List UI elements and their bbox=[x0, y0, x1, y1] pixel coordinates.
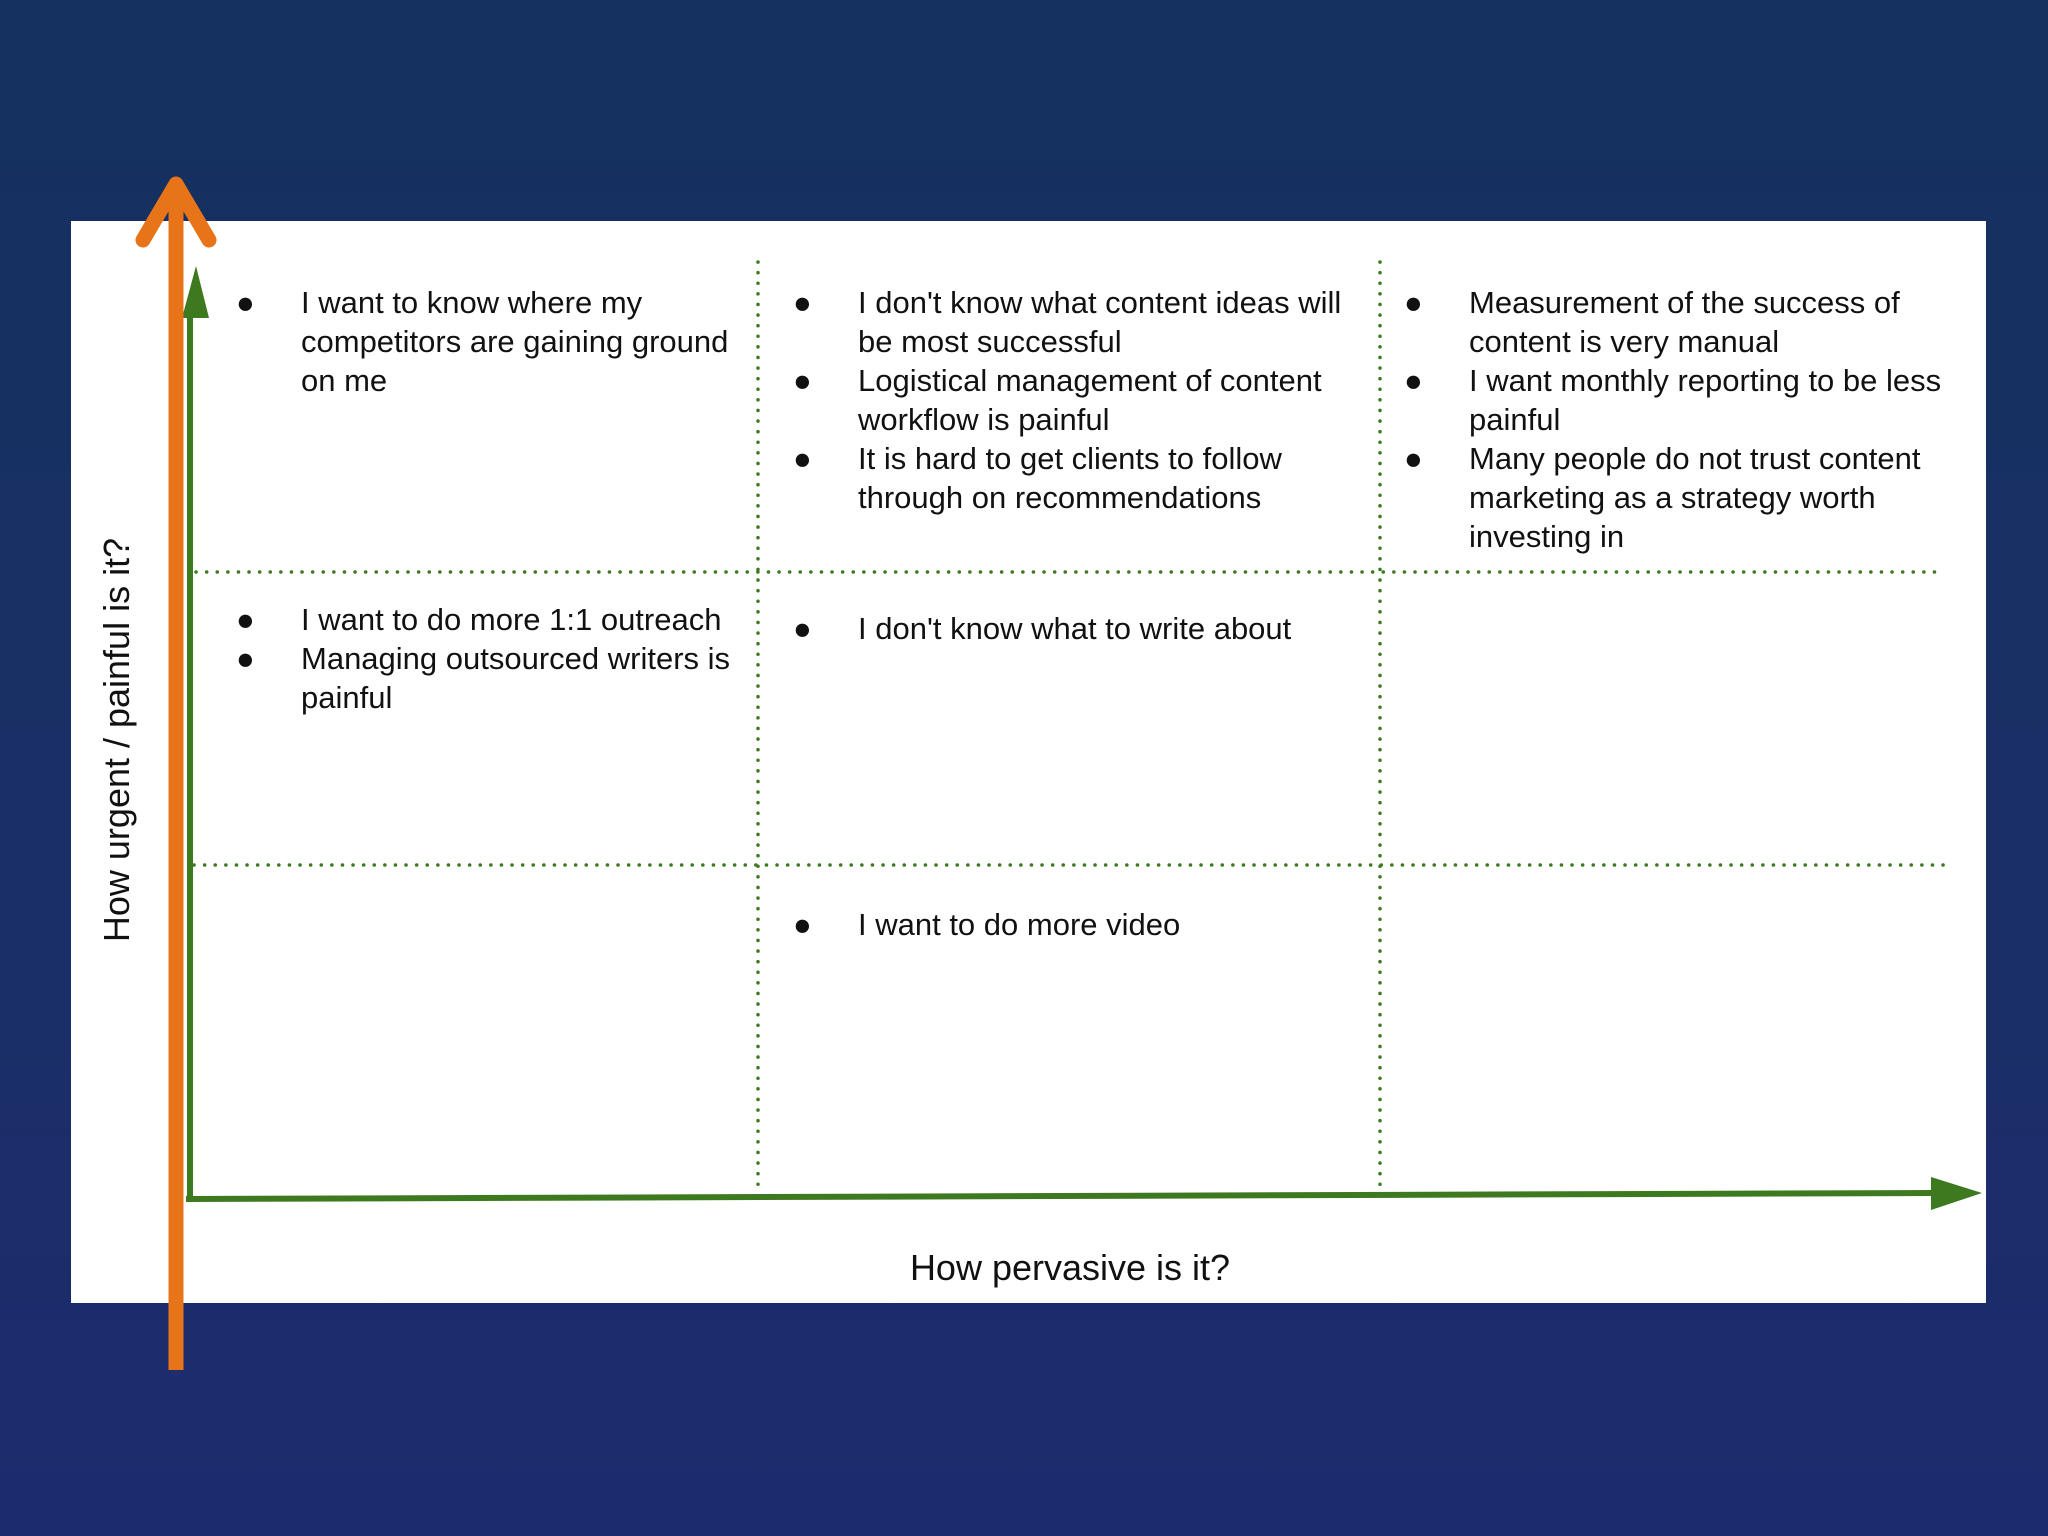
bullet-icon: ● bbox=[236, 641, 255, 676]
bullet-icon: ● bbox=[793, 907, 812, 942]
item-text: I want to do more video bbox=[858, 907, 1181, 942]
cell-middle-left-list bbox=[232, 600, 742, 717]
bullet-icon: ● bbox=[1404, 363, 1423, 398]
cell-top-right bbox=[1400, 283, 1980, 556]
item-text: Measurement of the success of content is very manual bbox=[1469, 285, 1900, 359]
cell-top-middle-list bbox=[789, 283, 1349, 517]
list-item bbox=[789, 361, 1349, 439]
cell-top-middle bbox=[789, 283, 1349, 517]
cell-top-right-list bbox=[1400, 283, 1980, 556]
list-item bbox=[1400, 361, 1980, 439]
cell-middle-middle-list bbox=[789, 609, 1349, 648]
cell-bottom-middle bbox=[789, 905, 1349, 944]
list-item bbox=[1400, 439, 1980, 556]
list-item bbox=[789, 609, 1349, 648]
bullet-icon: ● bbox=[236, 285, 255, 320]
bullet-icon: ● bbox=[236, 602, 255, 637]
bullet-icon: ● bbox=[793, 611, 812, 646]
item-text: Many people do not trust content marketing as a strategy worth investing in bbox=[1469, 441, 1921, 554]
bullet-icon: ● bbox=[1404, 285, 1423, 320]
list-item bbox=[232, 283, 742, 400]
cell-top-left-list bbox=[232, 283, 742, 400]
list-item bbox=[789, 439, 1349, 517]
item-text: I don't know what content ideas will be most successful bbox=[858, 285, 1342, 359]
bullet-icon: ● bbox=[793, 441, 812, 476]
list-item bbox=[789, 283, 1349, 361]
item-text: It is hard to get clients to follow through on recommendations bbox=[858, 441, 1282, 515]
item-text: I want to know where my competitors are gaining ground on me bbox=[301, 285, 729, 398]
y-axis-label: How urgent / painful is it? bbox=[96, 537, 137, 943]
cell-top-left bbox=[232, 283, 742, 400]
list-item bbox=[232, 639, 742, 717]
x-axis-label: How pervasive is it? bbox=[909, 1247, 1231, 1288]
item-text: Managing outsourced writers is painful bbox=[301, 641, 731, 715]
list-item bbox=[789, 905, 1349, 944]
item-text: I want to do more 1:1 outreach bbox=[301, 602, 722, 637]
list-item bbox=[1400, 283, 1980, 361]
item-text: I don't know what to write about bbox=[858, 611, 1292, 646]
cell-middle-left bbox=[232, 600, 742, 717]
item-text: I want monthly reporting to be less painful bbox=[1469, 363, 1942, 437]
cell-bottom-middle-list bbox=[789, 905, 1349, 944]
bullet-icon: ● bbox=[793, 363, 812, 398]
item-text: Logistical management of content workflow is painful bbox=[858, 363, 1322, 437]
list-item bbox=[232, 600, 742, 639]
cell-middle-middle bbox=[789, 609, 1349, 648]
bullet-icon: ● bbox=[1404, 441, 1423, 476]
bullet-icon: ● bbox=[793, 285, 812, 320]
